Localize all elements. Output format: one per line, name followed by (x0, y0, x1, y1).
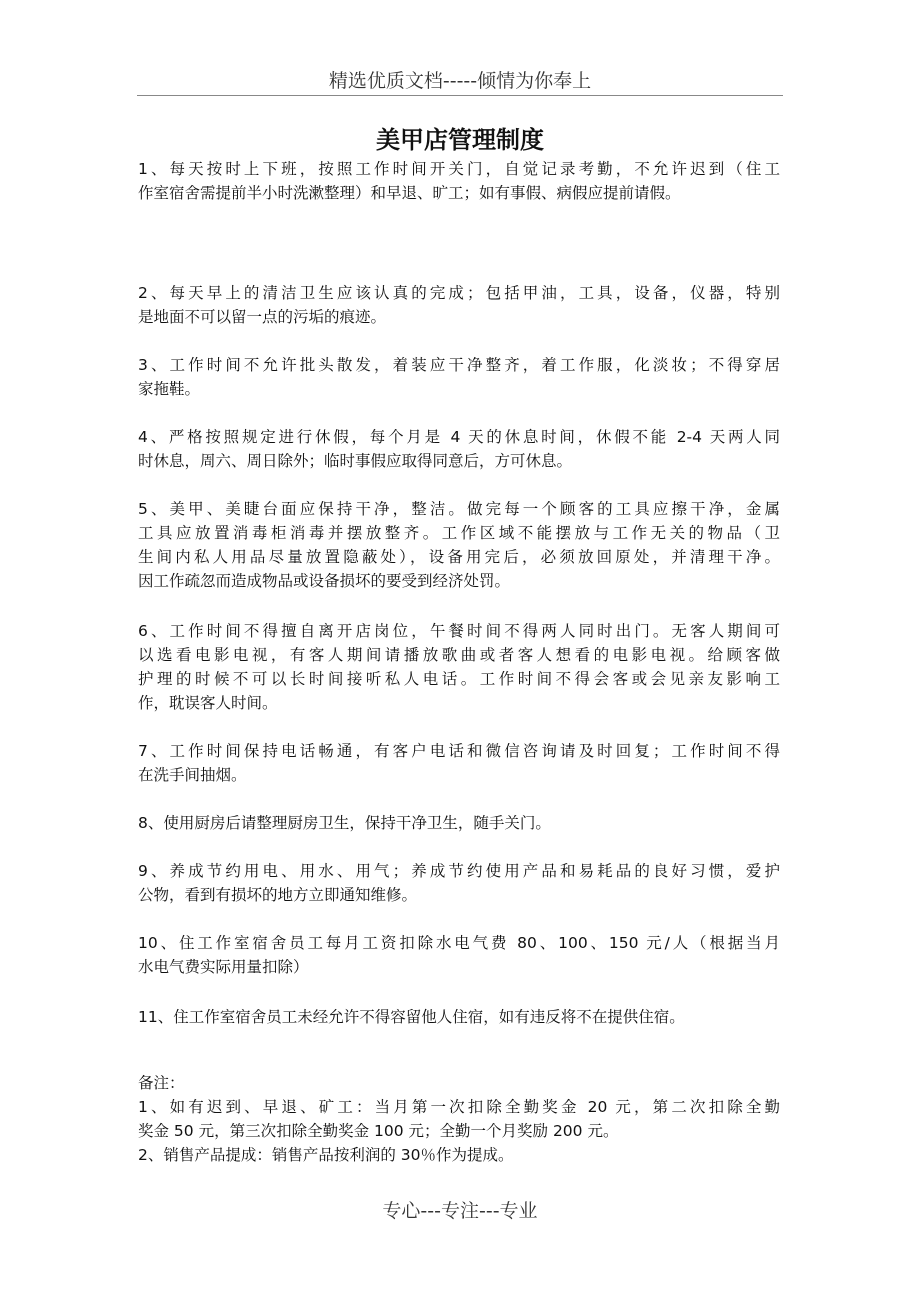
rule-line: 时休息，周六、周日除外；临时事假应取得同意后，方可休息。 (138, 452, 573, 470)
rule-line: 作，耽误客人时间。 (138, 694, 278, 712)
rule-line: 7、工作时间保持电话畅通，有客户电话和微信咨询请及时回复；工作时间不得 (138, 742, 780, 760)
rule-line: 公物，看到有损坏的地方立即通知维修。 (138, 886, 418, 904)
rule-line: 作室宿舍需提前半小时洗漱整理）和早退、旷工；如有事假、病假应提前请假。 (138, 184, 681, 202)
rule-paragraph (138, 353, 780, 401)
document-title: 美甲店管理制度 (376, 126, 544, 154)
rule-line: 是地面不可以留一点的污垢的痕迹。 (138, 308, 387, 326)
rule-line: 水电气费实际用量扣除） (138, 958, 309, 976)
rule-line: 1、每天按时上下班，按照工作时间开关门，自觉记录考勤，不允许迟到（住工 (138, 160, 780, 178)
rule-line: 11、住工作室宿舍员工未经允许不得容留他人住宿，如有违反将不在提供住宿。 (138, 1008, 685, 1026)
rule-line: 10、住工作室宿舍员工每月工资扣除水电气费 80、100、150 元/人（根据当月 (138, 934, 780, 952)
rule-paragraph (138, 425, 780, 473)
rule-paragraph (138, 739, 780, 787)
notes-section (138, 1071, 780, 1167)
rule-line: 9、养成节约用电、用水、用气；养成节约使用产品和易耗品的良好习惯，爱护 (138, 862, 780, 880)
note-line: 2、销售产品提成：销售产品按利润的 30％作为提成。 (138, 1146, 514, 1164)
rule-paragraph (138, 931, 780, 979)
header-divider (137, 95, 783, 96)
rule-line: 因工作疏忽而造成物品或设备损坏的要受到经济处罚。 (138, 572, 511, 590)
rule-paragraph (138, 281, 780, 329)
rule-paragraph (138, 497, 780, 593)
page-header: 精选优质文档-----倾情为你奉上 (328, 70, 592, 92)
rule-line: 在洗手间抽烟。 (138, 766, 247, 784)
rule-line: 工具应放置消毒柜消毒并摆放整齐。工作区域不能摆放与工作无关的物品（卫 (138, 524, 780, 542)
rule-paragraph (138, 811, 780, 835)
note-line: 奖金 50 元，第三次扣除全勤奖金 100 元；全勤一个月奖励 200 元。 (138, 1122, 619, 1140)
rule-line: 生间内私人用品尽量放置隐蔽处），设备用完后，必须放回原处，并清理干净。 (138, 548, 780, 566)
rule-line: 3、工作时间不允许批头散发，着装应干净整齐，着工作服，化淡妆；不得穿居 (138, 356, 780, 374)
rule-paragraph (138, 157, 780, 205)
rule-line: 6、工作时间不得擅自离开店岗位，午餐时间不得两人同时出门。无客人期间可 (138, 622, 780, 640)
rule-paragraph (138, 619, 780, 715)
note-line: 1、如有迟到、早退、矿工：当月第一次扣除全勤奖金 20 元，第二次扣除全勤 (138, 1098, 780, 1116)
rule-line: 家拖鞋。 (138, 380, 201, 398)
notes-label: 备注： (138, 1074, 185, 1092)
rule-paragraph (138, 859, 780, 907)
rule-line: 8、使用厨房后请整理厨房卫生，保持干净卫生，随手关门。 (138, 814, 551, 832)
rule-line: 4、严格按照规定进行休假，每个月是 4 天的休息时间，休假不能 2-4 天两人同 (138, 428, 780, 446)
rule-line: 5、美甲、美睫台面应保持干净，整洁。做完每一个顾客的工具应擦干净，金属 (138, 500, 780, 518)
rule-paragraph (138, 1005, 780, 1029)
rule-line: 护理的时候不可以长时间接听私人电话。工作时间不得会客或会见亲友影响工 (138, 670, 780, 688)
rule-line: 2、每天早上的清洁卫生应该认真的完成；包括甲油，工具，设备，仪器，特别 (138, 284, 780, 302)
rule-line: 以选看电影电视，有客人期间请播放歌曲或者客人想看的电影电视。给顾客做 (138, 646, 780, 664)
page-footer: 专心---专注---专业 (382, 1200, 538, 1222)
